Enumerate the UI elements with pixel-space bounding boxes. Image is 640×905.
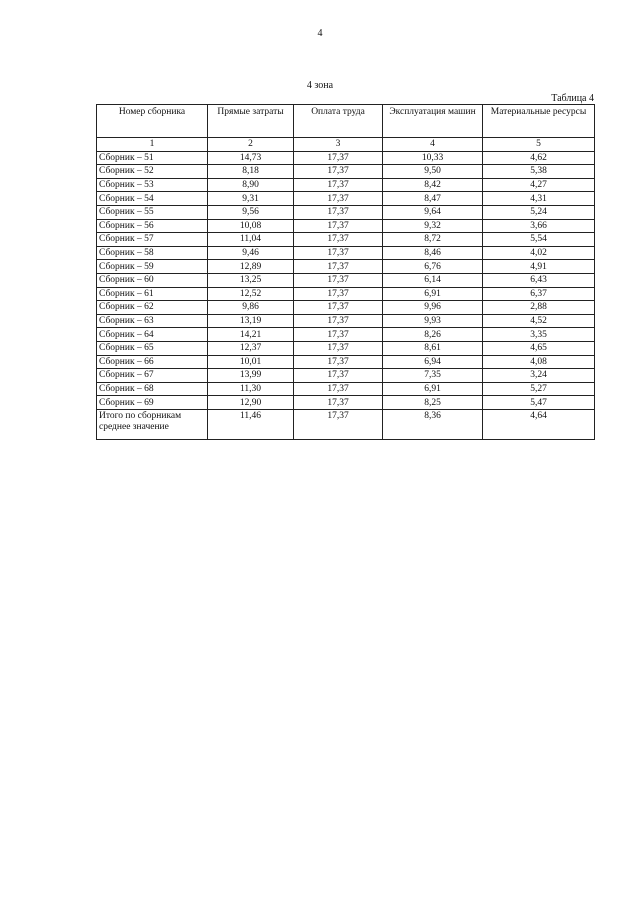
table-row	[97, 233, 595, 247]
row-value-cell: 9,86	[208, 301, 294, 315]
table-row	[97, 273, 595, 287]
row-collection-name: Сборник – 68	[97, 382, 208, 396]
row-value-cell: 11,04	[208, 233, 294, 247]
row-value-cell: 17,37	[294, 355, 383, 369]
row-value-cell: 12,90	[208, 396, 294, 410]
row-value-cell: 5,27	[483, 382, 595, 396]
row-value-cell: 8,72	[383, 233, 483, 247]
row-value-cell: 9,46	[208, 246, 294, 260]
row-value-cell: 13,99	[208, 369, 294, 383]
row-value-cell: 9,31	[208, 192, 294, 206]
row-value-cell: 17,37	[294, 246, 383, 260]
row-value-cell: 6,43	[483, 273, 595, 287]
row-value-cell: 10,08	[208, 219, 294, 233]
row-value-cell: 14,21	[208, 328, 294, 342]
row-collection-name: Сборник – 60	[97, 273, 208, 287]
row-value-cell: 6,91	[383, 287, 483, 301]
table-row	[97, 301, 595, 315]
row-value-cell: 9,32	[383, 219, 483, 233]
column-number: 3	[294, 138, 383, 152]
row-collection-name: Сборник – 58	[97, 246, 208, 260]
row-collection-name: Сборник – 67	[97, 369, 208, 383]
header-direct-costs: Прямые затраты	[208, 105, 294, 138]
column-number: 2	[208, 138, 294, 152]
row-value-cell: 17,37	[294, 314, 383, 328]
table-row	[97, 260, 595, 274]
row-value-cell: 3,24	[483, 369, 595, 383]
table-row	[97, 382, 595, 396]
zone-title: 4 зона	[306, 80, 334, 91]
row-value-cell: 4,08	[483, 355, 595, 369]
row-value-cell: 17,37	[294, 260, 383, 274]
row-value-cell: 8,47	[383, 192, 483, 206]
row-value-cell: 5,24	[483, 205, 595, 219]
row-collection-name: Сборник – 61	[97, 287, 208, 301]
row-value-cell: 4,27	[483, 178, 595, 192]
row-value-cell: 9,93	[383, 314, 483, 328]
row-value-cell: 4,62	[483, 151, 595, 165]
table-row	[97, 246, 595, 260]
row-value-cell: 4,52	[483, 314, 595, 328]
row-value-cell: 8,26	[383, 328, 483, 342]
row-value-cell: 17,37	[294, 369, 383, 383]
row-collection-name: Сборник – 65	[97, 341, 208, 355]
row-value-cell: 10,33	[383, 151, 483, 165]
row-collection-name: Сборник – 62	[97, 301, 208, 315]
column-number: 1	[97, 138, 208, 152]
row-value-cell: 17,37	[294, 382, 383, 396]
row-value-cell: 12,89	[208, 260, 294, 274]
row-value-cell: 10,01	[208, 355, 294, 369]
row-value-cell: 2,88	[483, 301, 595, 315]
row-value-cell: 9,56	[208, 205, 294, 219]
row-collection-name: Сборник – 55	[97, 205, 208, 219]
row-collection-name: Сборник – 69	[97, 396, 208, 410]
row-value-cell: 4,91	[483, 260, 595, 274]
table-row	[97, 178, 595, 192]
row-value-cell: 17,37	[294, 273, 383, 287]
row-value-cell: 6,94	[383, 355, 483, 369]
row-value-cell: 17,37	[294, 328, 383, 342]
row-value-cell: 6,37	[483, 287, 595, 301]
row-value-cell: 9,50	[383, 165, 483, 179]
table-row	[97, 314, 595, 328]
table-row	[97, 396, 595, 410]
header-row	[97, 105, 595, 138]
table-row	[97, 151, 595, 165]
header-material-resources: Материальные ресурсы	[483, 105, 595, 138]
table-row	[97, 355, 595, 369]
table-row	[97, 341, 595, 355]
row-value-cell: 17,37	[294, 205, 383, 219]
table-row	[97, 165, 595, 179]
total-value-cell: 8,36	[383, 409, 483, 439]
row-value-cell: 5,54	[483, 233, 595, 247]
table-row	[97, 219, 595, 233]
table-row	[97, 192, 595, 206]
row-value-cell: 17,37	[294, 301, 383, 315]
row-value-cell: 13,19	[208, 314, 294, 328]
row-value-cell: 17,37	[294, 178, 383, 192]
row-collection-name: Сборник – 63	[97, 314, 208, 328]
row-value-cell: 17,37	[294, 151, 383, 165]
row-collection-name: Сборник – 59	[97, 260, 208, 274]
row-collection-name: Сборник – 57	[97, 233, 208, 247]
row-value-cell: 13,25	[208, 273, 294, 287]
table-row	[97, 328, 595, 342]
row-value-cell: 6,91	[383, 382, 483, 396]
row-value-cell: 8,42	[383, 178, 483, 192]
total-value-cell: 11,46	[208, 409, 294, 439]
table-row	[97, 205, 595, 219]
column-number: 4	[383, 138, 483, 152]
row-collection-name: Сборник – 66	[97, 355, 208, 369]
row-collection-name: Сборник – 51	[97, 151, 208, 165]
page-number: 4	[317, 28, 323, 39]
row-value-cell: 11,30	[208, 382, 294, 396]
row-value-cell: 17,37	[294, 192, 383, 206]
total-value-cell: 4,64	[483, 409, 595, 439]
row-value-cell: 9,64	[383, 205, 483, 219]
data-table	[96, 104, 595, 440]
row-value-cell: 5,47	[483, 396, 595, 410]
row-collection-name: Сборник – 54	[97, 192, 208, 206]
row-collection-name: Сборник – 56	[97, 219, 208, 233]
row-value-cell: 14,73	[208, 151, 294, 165]
header-collection-number: Номер сборника	[97, 105, 208, 138]
table-row	[97, 287, 595, 301]
row-value-cell: 17,37	[294, 341, 383, 355]
header-labor-pay: Оплата труда	[294, 105, 383, 138]
row-value-cell: 4,02	[483, 246, 595, 260]
row-value-cell: 17,37	[294, 219, 383, 233]
row-value-cell: 7,35	[383, 369, 483, 383]
row-collection-name: Сборник – 52	[97, 165, 208, 179]
total-row	[97, 409, 595, 439]
row-value-cell: 12,37	[208, 341, 294, 355]
row-value-cell: 5,38	[483, 165, 595, 179]
row-value-cell: 12,52	[208, 287, 294, 301]
row-value-cell: 8,25	[383, 396, 483, 410]
row-value-cell: 17,37	[294, 165, 383, 179]
total-label: Итого по сборникам среднее значение	[97, 409, 208, 439]
table-row	[97, 369, 595, 383]
row-value-cell: 9,96	[383, 301, 483, 315]
header-machine-operation: Эксплуатация машин	[383, 105, 483, 138]
row-value-cell: 17,37	[294, 233, 383, 247]
row-value-cell: 3,35	[483, 328, 595, 342]
row-collection-name: Сборник – 64	[97, 328, 208, 342]
row-collection-name: Сборник – 53	[97, 178, 208, 192]
row-value-cell: 17,37	[294, 396, 383, 410]
row-value-cell: 3,66	[483, 219, 595, 233]
column-number-row	[97, 138, 595, 152]
row-value-cell: 17,37	[294, 287, 383, 301]
row-value-cell: 8,46	[383, 246, 483, 260]
row-value-cell: 8,61	[383, 341, 483, 355]
table-caption: Таблица 4	[551, 93, 594, 104]
column-number: 5	[483, 138, 595, 152]
row-value-cell: 4,65	[483, 341, 595, 355]
row-value-cell: 8,18	[208, 165, 294, 179]
total-value-cell: 17,37	[294, 409, 383, 439]
row-value-cell: 8,90	[208, 178, 294, 192]
row-value-cell: 6,14	[383, 273, 483, 287]
row-value-cell: 4,31	[483, 192, 595, 206]
row-value-cell: 6,76	[383, 260, 483, 274]
